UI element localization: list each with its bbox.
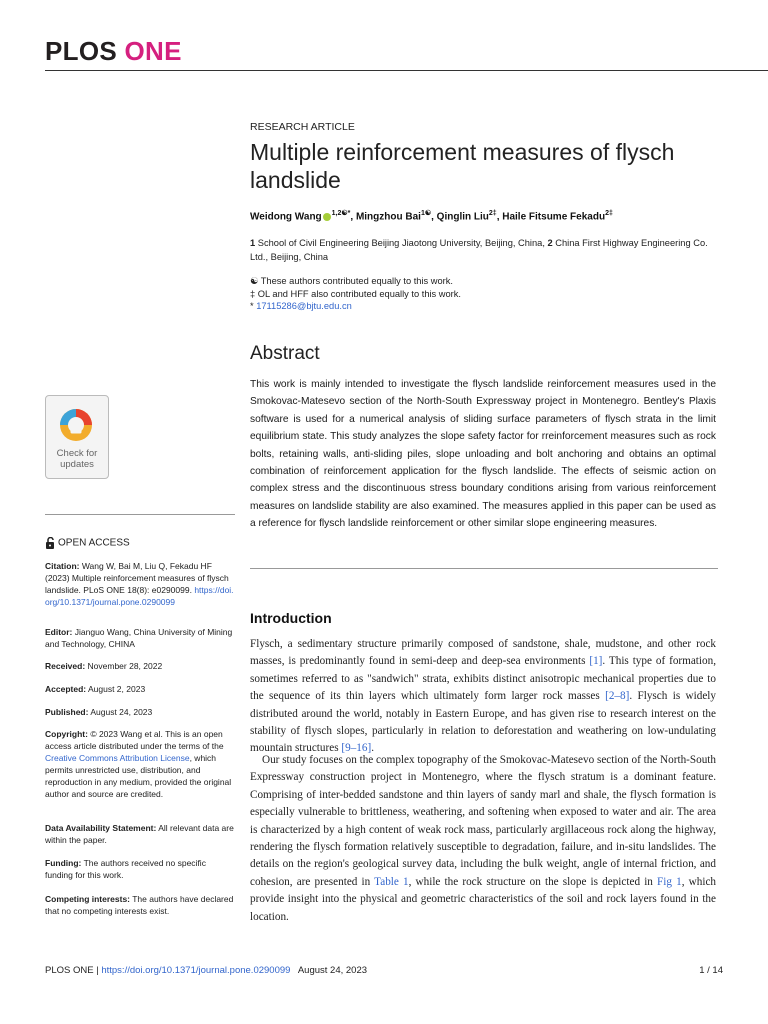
note-equal-contribution: ☯ These authors contributed equally to this work. — [250, 276, 453, 286]
citation-text: Wang W, Bai M, Liu Q, Fekadu HF (2023) Multiple reinforcement measures of flysch landslide. PLoS ONE 18(8): e0290099. — [45, 561, 229, 595]
article-title: Multiple reinforcement measures of flysch landslide — [250, 139, 675, 193]
figure-link[interactable]: Fig 1 — [657, 875, 682, 888]
citation-block — [45, 560, 235, 608]
footer-doi-link[interactable]: https://doi.org/10.1371/journal.pone.0290099 — [101, 965, 291, 976]
affiliations — [250, 236, 720, 264]
author-affil-sup: 2‡ — [488, 210, 497, 217]
journal-logo — [45, 36, 182, 67]
funding-block — [45, 857, 235, 881]
author-affil-sup: 1,2☯* — [331, 210, 351, 217]
funding-label: Funding: — [45, 858, 82, 868]
logo-one: ONE — [124, 36, 182, 66]
affil-text: School of Civil Engineering Beijing Jiaotong University, Beijing, China, — [255, 238, 548, 248]
citation-label: Citation: — [45, 561, 80, 571]
author-notes — [250, 275, 461, 313]
accepted-date: August 2, 2023 — [86, 684, 146, 694]
affil-number: 1 — [250, 238, 256, 248]
competing-interests-text: The authors have declared that no competing interests exist. — [45, 894, 234, 916]
data-availability-text: All relevant data are within the paper. — [45, 823, 234, 845]
open-access-badge — [45, 537, 130, 549]
affil-number: 2 — [547, 238, 553, 248]
introduction-heading: Introduction — [250, 610, 332, 626]
citation-link[interactable]: [1] — [589, 655, 603, 668]
copyright-text: © 2023 Wang et al. This is an open access article distributed under the terms of the — [45, 729, 224, 751]
citation-doi-link[interactable]: https://doi.org/10.1371/journal.pone.0290099 — [45, 585, 234, 607]
orcid-icon[interactable] — [323, 213, 331, 221]
logo-plos: PLOS — [45, 36, 117, 66]
published-label: Published: — [45, 707, 89, 717]
editor-label: Editor: — [45, 627, 73, 637]
abstract-heading: Abstract — [250, 343, 320, 364]
page-number: 1 / 14 — [699, 965, 723, 976]
paragraph-text: . — [371, 742, 374, 755]
check-for-updates-icon — [59, 408, 93, 442]
affil-text: China First Highway Engineering Co. Ltd., Beijing, China — [250, 238, 708, 262]
note-correspondence — [250, 300, 461, 313]
copyright-text: , which permits unrestricted use, distribution, and reproduction in any medium, provided the original author and source are credited. — [45, 753, 232, 799]
editor-block — [45, 626, 235, 650]
footer-journal: PLOS ONE | — [45, 965, 102, 976]
intro-paragraph-1 — [250, 636, 716, 758]
check-label-line-2: updates — [60, 459, 94, 470]
author-name[interactable]: , Qinglin Liu — [431, 211, 489, 223]
competing-interests-block — [45, 893, 235, 917]
competing-interests-label: Competing interests: — [45, 894, 131, 904]
copyright-block — [45, 728, 235, 800]
accepted-label: Accepted: — [45, 684, 87, 694]
abstract-text: This work is mainly intended to investigate the flysch landslide reinforcement measures used in the Smokovac-Matesevo section of the North-South Expressway project in Montenegro. Bentley's Plaxis software is used for a numerical analysis of sliding surface parameters of flysch strata in the limit equilibrium state. This study analyzes the slope safety factor for rreinforcement measures such as rock bolts, retaining walls, anti-sliding piles, slope unloading and bolt anchoring and obtains an optimal combination of reinforcement application for the flysch landslide. The effects of seismic action on complex stress and the discontinuous stress boundary conditions arising from various reinforcement measures on landslide stability are also examined. The measures applied in this paper can be used as a reference for flysch landslide reinforcement or other similar slope engineering measures. — [250, 379, 716, 530]
footer-date: August 24, 2023 — [290, 965, 368, 976]
paragraph-text: , while the rock structure on the slope is depicted in — [408, 875, 658, 888]
author-name[interactable]: , Haile Fitsume Fekadu — [496, 211, 606, 223]
license-link[interactable]: Creative Commons Attribution License — [45, 753, 190, 763]
open-access-label: OPEN ACCESS — [58, 537, 130, 549]
sidebar-divider — [45, 514, 235, 515]
page-footer — [45, 965, 723, 976]
header-divider — [45, 70, 768, 71]
check-for-updates-label — [45, 448, 109, 470]
author-name[interactable]: Weidong Wang — [250, 211, 322, 223]
received-block — [45, 660, 235, 672]
author-name[interactable]: , Mingzhou Bai — [350, 211, 421, 223]
copyright-label: Copyright: — [45, 729, 88, 739]
accepted-block — [45, 683, 235, 695]
editor-text: Jianguo Wang, China University of Mining and Technology, CHINA — [45, 627, 233, 649]
published-block — [45, 706, 235, 718]
abstract-divider — [250, 568, 718, 569]
author-affil-sup: 1☯ — [420, 210, 432, 217]
intro-paragraph-2 — [250, 752, 716, 926]
citation-link[interactable]: [9–16] — [341, 742, 372, 755]
paragraph-text: . This type of formation, sometimes referred to as "sandwich" strata, exhibits distinct anisotropic mechanical properties due to the sequence of its thin layers which ultimately form larger rock masses — [250, 655, 717, 703]
paragraph-text: , which provide insight into the physical and geometric characteristics of the soil and rock layers found in the location. — [250, 875, 716, 923]
table-link[interactable]: Table 1 — [374, 875, 409, 888]
open-lock-icon — [45, 537, 55, 549]
correspondence-star: * — [250, 301, 257, 311]
data-availability-label: Data Availability Statement: — [45, 823, 157, 833]
paragraph-text: Our study focuses on the complex topography of the Smokovac-Matesevo section of the North-South Expressway construction project in Montenegro, where the flysch stratum is a dominant feature. Comprising of inter-bedded sandstone and thin layers of sandy marl and shale, the flysch formation is especially vulnerable to brittleness, weathering, and softening when exposed to water and air. The area is characterized by a high content of weak rock mass, particularly argillaceous rock along the highway, rendering the flysch formation relatively susceptible to degradation, failure, and in-situ landslides. The details on the region's geological survey data, including the bulk weight, angle of internal friction, and cohesion, are presented in — [250, 754, 716, 888]
data-availability-block — [45, 822, 235, 846]
correspondence-email-link[interactable]: 17115286@bjtu.edu.cn — [256, 301, 352, 311]
author-affil-sup: 2‡ — [605, 210, 613, 217]
published-date: August 24, 2023 — [88, 707, 153, 717]
received-date: November 28, 2022 — [85, 661, 163, 671]
paragraph-text: . Flysch is widely distributed around the world, notably in Eastern Europe, and has given rise to research interest on the stability of flysch slopes, particularly in relation to deforestation and weathering on low-undulating mountain structures — [250, 690, 717, 755]
note-also-contributed: ‡ OL and HFF also contributed equally to this work. — [250, 288, 462, 299]
author-list — [250, 209, 613, 222]
check-label-line-1: Check for — [56, 448, 98, 459]
article-type: RESEARCH ARTICLE — [250, 121, 355, 133]
citation-link[interactable]: [2–8] — [605, 690, 630, 703]
funding-text: The authors received no specific funding for this work. — [45, 858, 206, 880]
paragraph-text: Flysch, a sedimentary structure primarily composed of sandstone, shale, mudstone, and other rock masses, is predominantly found in semi-deep and deep-sea environments — [250, 638, 716, 668]
received-label: Received: — [45, 661, 86, 671]
